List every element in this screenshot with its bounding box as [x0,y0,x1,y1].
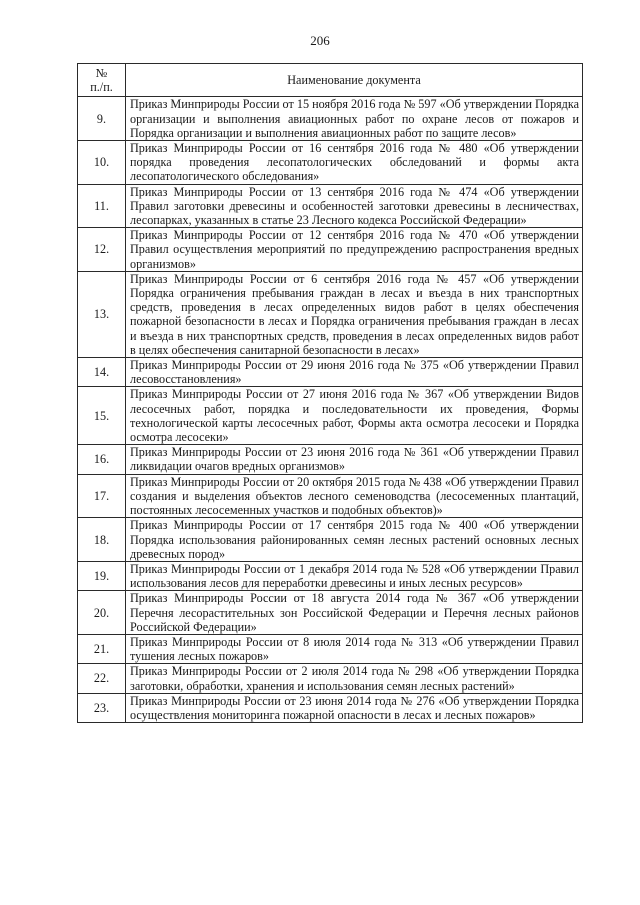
document-name: Приказ Минприроды России от 27 июня 2016 года № 367 «Об утверждении Видов лесосечных работ, порядка и последовательности их проведения, Формы технологической карты лесосечных работ, Формы акта осмотра лесосеки и Порядка осмотра лесосеки» [126,387,583,445]
document-name: Приказ Минприроды России от 29 июня 2016 года № 375 «Об утверждении Правил лесовосстановления» [126,358,583,387]
table-row [78,387,583,445]
table-row [78,141,583,185]
column-header-number-symbol: № [95,66,108,80]
table-row [78,474,583,518]
row-number: 9. [78,97,126,141]
table-row [78,358,583,387]
document-name: Приказ Минприроды России от 13 сентября 2016 года № 474 «Об утверждении Правил заготовки древесины и особенностей заготовки древесины в лесничествах, лесопарках, указанных в статье 23 Лесного кодекса Российской Федерации» [126,184,583,228]
document-name: Приказ Минприроды России от 23 июня 2016 года № 361 «Об утверждении Правил ликвидации очагов вредных организмов» [126,445,583,474]
table-row [78,97,583,141]
row-number: 10. [78,141,126,185]
table-row [78,561,583,590]
table-row [78,591,583,635]
row-number: 15. [78,387,126,445]
table-row [78,184,583,228]
column-header-number-abbr: п./п. [90,80,113,95]
row-number: 22. [78,664,126,693]
page-number: 206 [310,33,330,48]
row-number: 21. [78,634,126,663]
document-name: Приказ Минприроды России от 16 сентября 2016 года № 480 «Об утверждении порядка проведения лесопатологических обследований и формы акта лесопатологического обследования» [126,141,583,185]
row-number: 14. [78,358,126,387]
table-row [78,518,583,562]
table-row [78,664,583,693]
table-row [78,634,583,663]
table-row [78,445,583,474]
row-number: 18. [78,518,126,562]
table-row [78,693,583,722]
row-number: 13. [78,271,126,357]
document-name: Приказ Минприроды России от 2 июля 2014 года № 298 «Об утверждении Порядка заготовки, обработки, хранения и использования семян лесных растений» [126,664,583,693]
row-number: 20. [78,591,126,635]
documents-table [77,63,583,723]
row-number: 23. [78,693,126,722]
table-header-row [78,64,583,97]
row-number: 19. [78,561,126,590]
document-name: Приказ Минприроды России от 1 декабря 2014 года № 528 «Об утверждении Правил использования лесов для переработки древесины и иных лесных ресурсов» [126,561,583,590]
row-number: 12. [78,228,126,272]
row-number: 11. [78,184,126,228]
row-number: 17. [78,474,126,518]
document-name: Приказ Минприроды России от 18 августа 2014 года № 367 «Об утверждении Перечня лесорастительных зон Российской Федерации и Перечня лесных районов Российской Федерации» [126,591,583,635]
column-header-document-name: Наименование документа [126,64,583,97]
table-row [78,228,583,272]
document-name: Приказ Минприроды России от 6 сентября 2016 года № 457 «Об утверждении Порядка ограничения пребывания граждан в лесах и въезда в них транспортных средств, проведения в лесах определенных видов работ в целях обеспечения пожарной безопасности в лесах и Порядка ограничения пребывания граждан в лесах и въезда в них транспортных средств, проведения в лесах определенных видов работ в целях обеспечения санитарной безопасности в лесах» [126,271,583,357]
document-name: Приказ Минприроды России от 23 июня 2014 года № 276 «Об утверждении Порядка осуществления мониторинга пожарной опасности в лесах и лесных пожаров» [126,693,583,722]
row-number: 16. [78,445,126,474]
table-row [78,271,583,357]
document-name: Приказ Минприроды России от 12 сентября 2016 года № 470 «Об утверждении Правил осуществления мероприятий по предупреждению распространения вредных организмов» [126,228,583,272]
document-name: Приказ Минприроды России от 20 октября 2015 года № 438 «Об утверждении Правил создания и выделения объектов лесного семеноводства (лесосеменных плантаций, постоянных лесосеменных участков и подобных объектов)» [126,474,583,518]
document-name: Приказ Минприроды России от 15 ноября 2016 года № 597 «Об утверждении Порядка организации и выполнения авиационных работ по охране лесов от пожаров и Порядка организации и выполнения авиационных работ по защите лесов» [126,97,583,141]
document-name: Приказ Минприроды России от 17 сентября 2015 года № 400 «Об утверждении Порядка использования районированных семян лесных растений основных лесных древесных пород» [126,518,583,562]
column-header-number [78,64,126,97]
document-name: Приказ Минприроды России от 8 июля 2014 года № 313 «Об утверждении Правил тушения лесных пожаров» [126,634,583,663]
